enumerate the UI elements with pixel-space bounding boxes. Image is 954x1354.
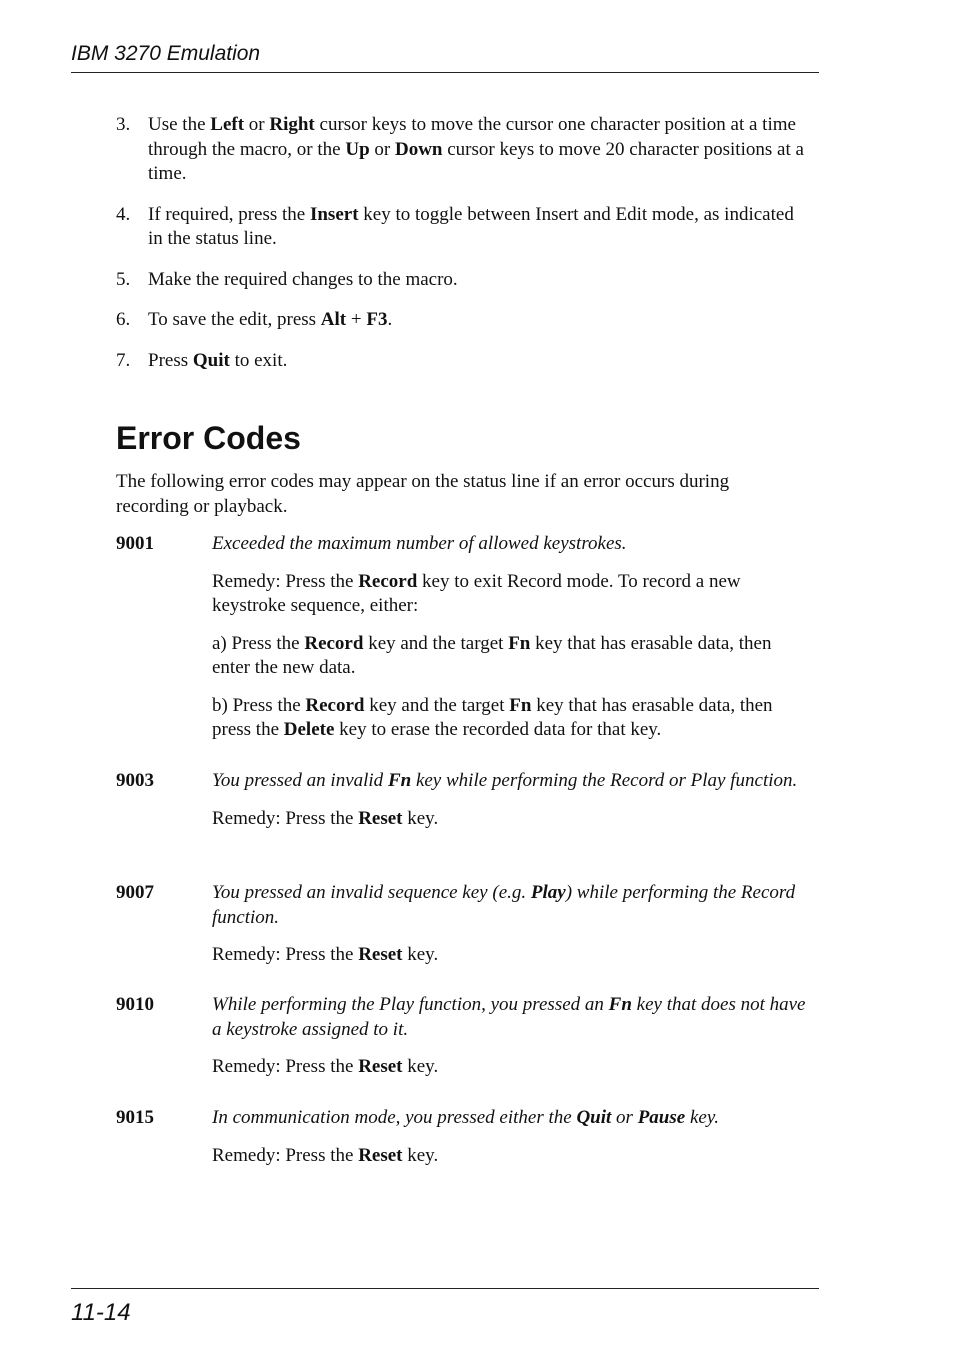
error-entry-9003	[116, 769, 806, 844]
text-run: If required, press the	[148, 203, 310, 225]
text-run: In communication mode, you pressed either the	[212, 1107, 577, 1128]
error-description	[212, 993, 806, 1042]
step-item	[116, 349, 806, 374]
text-run: Remedy: Press the	[212, 944, 359, 965]
key-name: Right	[269, 114, 315, 135]
error-entry-9001	[116, 532, 806, 756]
error-code: 9010	[116, 994, 154, 1015]
page-header	[71, 40, 819, 73]
step-text	[148, 269, 458, 290]
step-text	[148, 350, 287, 371]
error-code: 9015	[116, 1107, 154, 1128]
text-run: key and the target	[363, 632, 509, 654]
key-name: Fn	[508, 632, 531, 654]
key-name: Record	[304, 632, 364, 654]
error-body	[212, 881, 806, 968]
text-run: or	[244, 114, 270, 135]
error-description	[212, 532, 806, 557]
text-run: cursor keys to move the cursor one character position at a time through the macro, or the	[148, 114, 796, 160]
remedy-text	[212, 1055, 806, 1080]
error-description	[212, 1106, 806, 1131]
text-run: b) Press the	[212, 694, 306, 716]
text-run: Remedy: Press the	[212, 1056, 359, 1077]
step-text	[148, 114, 804, 184]
text-run: key.	[685, 1107, 719, 1128]
section-title: Error Codes	[116, 420, 301, 456]
text-run: key.	[402, 944, 439, 965]
error-code: 9007	[116, 882, 154, 903]
text-run: Make the required changes to the macro.	[148, 268, 458, 290]
remedy-text	[212, 570, 806, 619]
text-run: to exit.	[229, 349, 288, 371]
error-body	[212, 993, 806, 1080]
error-body	[212, 1106, 806, 1168]
step-number: 3.	[116, 114, 131, 135]
error-description	[212, 881, 806, 930]
text-run: To save the edit, press	[148, 309, 321, 330]
key-name: Play	[530, 882, 566, 903]
error-body	[212, 769, 806, 831]
key-name: Record	[305, 694, 365, 716]
error-body	[212, 532, 806, 743]
text-run: key and the target	[364, 694, 510, 716]
remedy-text	[212, 807, 806, 832]
key-name: Fn	[608, 994, 632, 1015]
key-name: Reset	[358, 1056, 403, 1077]
page-footer	[71, 1288, 819, 1326]
remedy-text	[212, 1144, 806, 1169]
text-run: a) Press the	[212, 632, 305, 654]
key-name: F3	[366, 309, 388, 330]
text-run: key that has erasable data, then enter the new data.	[212, 632, 772, 678]
step-item	[116, 308, 806, 333]
text-run: key.	[402, 1144, 439, 1166]
text-run: key.	[402, 1056, 439, 1077]
key-name: Reset	[358, 944, 403, 965]
error-entry-9007	[116, 881, 806, 981]
text-run: key.	[402, 807, 439, 829]
key-name: Record	[358, 570, 418, 592]
key-name: Fn	[509, 694, 532, 716]
step-item	[116, 268, 806, 293]
key-name: Reset	[358, 807, 403, 829]
error-description	[212, 769, 806, 794]
text-run: key that has erasable data, then press the	[212, 694, 773, 740]
key-name: Up	[345, 138, 370, 160]
remedy-option-b	[212, 694, 806, 743]
step-item	[116, 113, 806, 187]
text-run: Remedy: Press the	[212, 807, 359, 829]
text-run: You pressed an invalid sequence key (e.g.	[212, 882, 531, 903]
text-run: key while performing the Record or Play function.	[411, 770, 798, 791]
text-run: key to toggle between Insert and Edit mode, as indicated in the status line.	[148, 203, 794, 249]
text-run: Remedy: Press the	[212, 570, 359, 592]
text-run: key to erase the recorded data for that key.	[334, 719, 662, 740]
header-title: IBM 3270 Emulation	[71, 42, 261, 65]
step-number: 6.	[116, 309, 131, 330]
step-number: 7.	[116, 349, 131, 371]
step-number: 5.	[116, 268, 131, 290]
text-run: or	[369, 138, 395, 160]
text-run: key to exit Record mode. To record a new keystroke sequence, either:	[212, 570, 741, 616]
text-run: .	[387, 309, 393, 330]
error-entry-9015	[116, 1106, 806, 1181]
error-code: 9001	[116, 533, 154, 554]
text-run: Exceeded the maximum number of allowed keystrokes.	[212, 533, 627, 554]
step-item	[116, 203, 806, 252]
key-name: Alt	[320, 309, 347, 330]
text-run: or	[611, 1107, 638, 1128]
error-entry-9010	[116, 993, 806, 1093]
remedy-text	[212, 943, 806, 968]
key-name: Left	[210, 114, 245, 135]
remedy-option-a	[212, 632, 806, 681]
step-number: 4.	[116, 203, 131, 225]
section-intro: The following error codes may appear on the status line if an error occurs during recording or playback.	[116, 471, 730, 517]
key-name: Quit	[576, 1107, 612, 1128]
step-text	[148, 204, 794, 250]
text-run: While performing the Play function, you pressed an	[212, 994, 609, 1015]
error-code: 9003	[116, 770, 154, 791]
text-run: ) while performing the Record function.	[212, 882, 796, 928]
key-name: Pause	[637, 1107, 686, 1128]
key-name: Insert	[309, 203, 359, 225]
key-name: Reset	[358, 1144, 403, 1166]
text-run: key that does not have a keystroke assigned to it.	[212, 994, 806, 1040]
page-number: 11-14	[71, 1299, 131, 1326]
key-name: Fn	[387, 770, 412, 791]
procedure-steps	[116, 113, 806, 389]
text-run: cursor keys to move 20 character positions at a time.	[148, 138, 804, 184]
text-run: Press	[148, 349, 193, 371]
text-run: Use the	[148, 114, 211, 135]
text-run: You pressed an invalid	[212, 770, 388, 791]
text-run: +	[346, 309, 367, 330]
step-text	[148, 309, 392, 330]
key-name: Down	[394, 138, 443, 160]
text-run: Remedy: Press the	[212, 1144, 359, 1166]
key-name: Quit	[192, 349, 230, 371]
key-name: Delete	[283, 719, 335, 740]
